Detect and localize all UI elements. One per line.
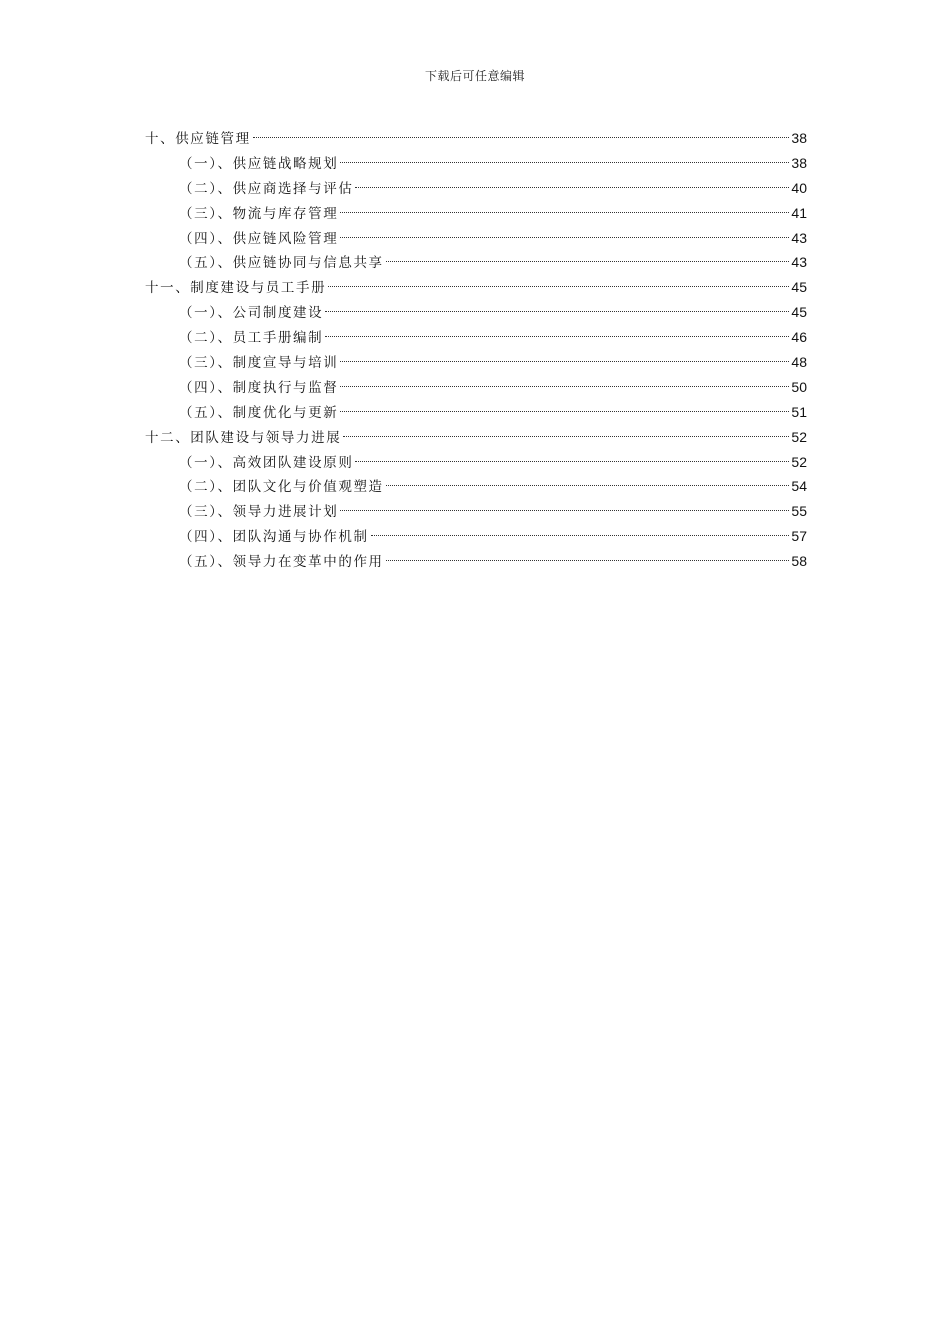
- toc-entry-title: （三）、制度宣导与培训: [179, 355, 339, 372]
- toc-entry[interactable]: [145, 474, 807, 499]
- toc-entry-title: 十一、制度建设与员工手册: [145, 280, 327, 297]
- table-of-contents: [145, 126, 807, 574]
- toc-entry-page: 52: [791, 453, 807, 470]
- toc-dot-leader: [355, 187, 789, 188]
- toc-entry-title: （四）、制度执行与监督: [179, 379, 339, 396]
- toc-entry-page: 38: [791, 154, 807, 171]
- toc-dot-leader: [343, 436, 789, 437]
- toc-entry[interactable]: [145, 375, 807, 400]
- toc-entry-page: 38: [791, 130, 807, 146]
- toc-dot-leader: [386, 261, 790, 262]
- toc-entry-page: 43: [791, 254, 807, 271]
- toc-entry-title: （五）、制度优化与更新: [179, 404, 339, 421]
- toc-entry[interactable]: [145, 450, 807, 475]
- toc-entry-page: 57: [791, 528, 807, 545]
- toc-dot-leader: [325, 311, 789, 312]
- toc-dot-leader: [386, 485, 790, 486]
- toc-entry[interactable]: [145, 176, 807, 201]
- toc-entry-page: 50: [791, 378, 807, 395]
- toc-entry-title: （二）、团队文化与价值观塑造: [179, 479, 384, 496]
- toc-entry-title: （一）、高效团队建设原则: [179, 454, 354, 471]
- toc-entry[interactable]: [145, 400, 807, 425]
- toc-entry-title: （三）、物流与库存管理: [179, 205, 339, 222]
- toc-dot-leader: [340, 510, 789, 511]
- toc-entry-title: （二）、供应商选择与评估: [179, 180, 354, 197]
- toc-dot-leader: [340, 411, 789, 412]
- toc-entry[interactable]: [145, 549, 807, 574]
- toc-dot-leader: [355, 461, 789, 462]
- toc-entry[interactable]: [145, 300, 807, 325]
- toc-entry[interactable]: [145, 499, 807, 524]
- toc-dot-leader: [340, 386, 789, 387]
- toc-dot-leader: [340, 361, 789, 362]
- toc-entry-title: （二）、员工手册编制: [179, 330, 324, 347]
- toc-dot-leader: [340, 212, 789, 213]
- toc-entry[interactable]: [145, 250, 807, 275]
- toc-entry-title: （五）、领导力在变革中的作用: [179, 554, 384, 571]
- toc-dot-leader: [340, 237, 789, 238]
- toc-dot-leader: [328, 286, 789, 287]
- toc-entry-page: 43: [791, 229, 807, 246]
- toc-entry-page: 58: [791, 553, 807, 570]
- toc-entry[interactable]: [145, 325, 807, 350]
- toc-entry[interactable]: [145, 151, 807, 176]
- toc-entry-title: （一）、公司制度建设: [179, 305, 324, 322]
- toc-entry-title: （一）、供应链战略规划: [179, 155, 339, 172]
- toc-entry-title: 十、供应链管理: [145, 131, 251, 147]
- toc-dot-leader: [253, 137, 790, 138]
- toc-dot-leader: [371, 535, 790, 536]
- toc-entry-page: 45: [791, 304, 807, 321]
- toc-entry-page: 54: [791, 478, 807, 495]
- toc-entry[interactable]: [145, 350, 807, 375]
- toc-entry-page: 40: [791, 179, 807, 196]
- toc-entry-title: 十二、团队建设与领导力进展: [145, 429, 342, 446]
- toc-entry[interactable]: [145, 226, 807, 251]
- toc-entry[interactable]: [145, 425, 807, 450]
- toc-entry-page: 46: [791, 329, 807, 346]
- page-header: 下载后可任意编辑: [424, 69, 525, 83]
- toc-entry[interactable]: [145, 524, 807, 549]
- toc-dot-leader: [386, 560, 790, 561]
- toc-entry-page: 51: [791, 403, 807, 420]
- toc-dot-leader: [325, 336, 789, 337]
- toc-dot-leader: [340, 162, 789, 163]
- toc-entry-title: （四）、团队沟通与协作机制: [179, 529, 369, 546]
- toc-entry-title: （三）、领导力进展计划: [179, 504, 339, 521]
- toc-entry-page: 41: [791, 204, 807, 221]
- toc-entry-page: 48: [791, 354, 807, 371]
- toc-entry-page: 55: [791, 503, 807, 520]
- toc-entry[interactable]: [145, 126, 807, 151]
- toc-entry[interactable]: [145, 201, 807, 226]
- toc-entry[interactable]: [145, 275, 807, 300]
- toc-entry-page: 52: [791, 428, 807, 445]
- toc-entry-page: 45: [791, 279, 807, 296]
- toc-entry-title: （四）、供应链风险管理: [179, 230, 339, 247]
- toc-entry-title: （五）、供应链协同与信息共享: [179, 255, 384, 272]
